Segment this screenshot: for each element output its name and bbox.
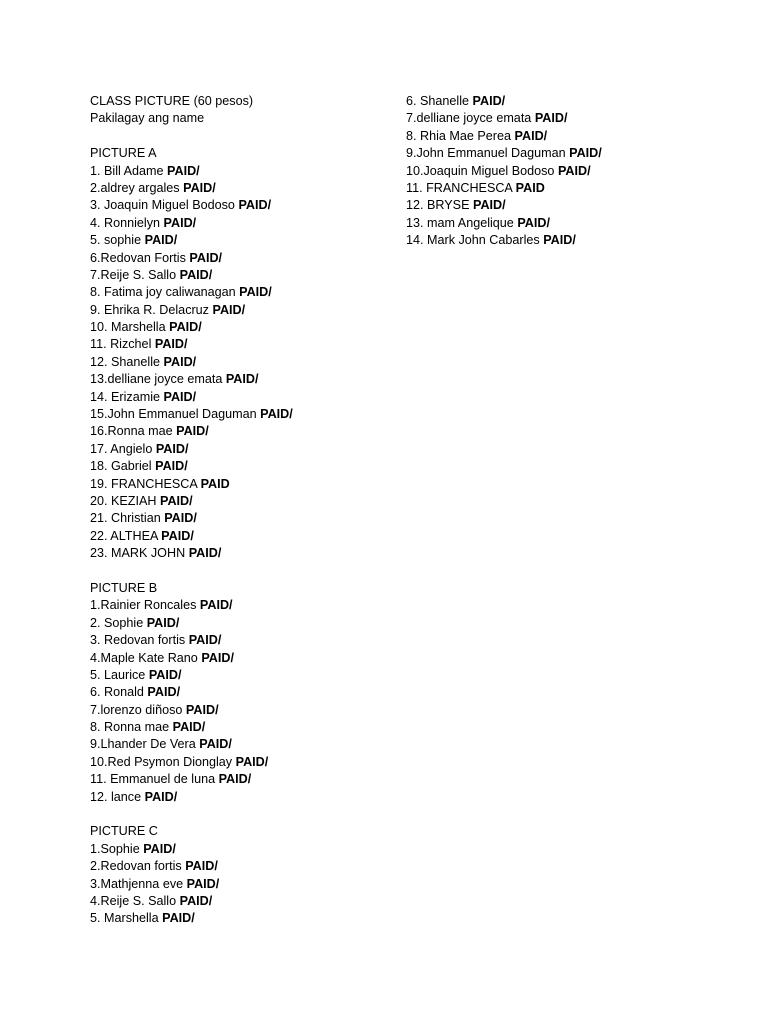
payment-status: PAID/	[199, 598, 233, 613]
payment-status: PAID/	[144, 789, 178, 804]
list-item	[90, 771, 390, 788]
entry-name: 11. Emmanuel de luna	[90, 772, 216, 787]
spacer	[90, 563, 390, 580]
document-title: CLASS PICTURE (60 pesos)	[90, 94, 254, 108]
list-item	[90, 893, 390, 910]
payment-status: PAID/	[167, 163, 200, 178]
payment-status: PAID/	[472, 94, 506, 108]
list-item	[90, 197, 390, 214]
spacer	[90, 128, 390, 145]
entry-name: 13. mam Angelique	[406, 215, 514, 230]
list-item	[90, 232, 390, 249]
list-item	[406, 128, 726, 145]
list-item	[90, 597, 390, 614]
payment-status: PAID/	[517, 215, 550, 230]
entry-name: 18. Gabriel	[90, 459, 152, 474]
list-item	[90, 876, 390, 893]
payment-status: PAID/	[163, 354, 197, 369]
entry-name: 12. Shanelle	[90, 354, 161, 369]
payment-status: PAID/	[186, 876, 220, 891]
list-item	[90, 510, 390, 527]
list-item	[90, 736, 390, 753]
entry-name: 5. Laurice	[90, 667, 146, 682]
entry-name: 3. Joaquin Miguel Bodoso	[90, 198, 235, 213]
entry-name: 4.Maple Kate Rano	[90, 650, 198, 665]
entry-name: 1.Sophie	[90, 841, 140, 856]
list-item	[90, 684, 390, 701]
entry-name: 4. Ronnielyn	[90, 215, 161, 230]
entry-name: 12. lance	[90, 789, 142, 804]
list-item	[90, 476, 390, 493]
list-item	[90, 406, 390, 423]
list-item	[90, 493, 390, 510]
list-item	[406, 197, 726, 214]
payment-status: PAID/	[160, 493, 193, 508]
entry-name: 8. Ronna mae	[90, 720, 170, 735]
entry-name: 17. Angielo	[90, 441, 153, 456]
list-item	[90, 702, 390, 719]
payment-status: PAID/	[148, 667, 182, 682]
list-item	[406, 110, 726, 127]
list-item	[90, 632, 390, 649]
picture-b-list	[90, 597, 390, 806]
entry-name: 10.Joaquin Miguel Bodoso	[406, 163, 555, 178]
payment-status: PAID/	[185, 702, 219, 717]
payment-status: PAID/	[543, 233, 576, 248]
payment-status: PAID/	[163, 389, 197, 404]
payment-status: PAID/	[238, 198, 272, 213]
entry-name: 16.Ronna mae	[90, 424, 173, 439]
list-item	[90, 423, 390, 440]
payment-status: PAID	[200, 476, 230, 491]
list-item	[406, 215, 726, 232]
entry-name: 11. Rizchel	[90, 337, 152, 352]
payment-status: PAID/	[188, 633, 222, 648]
list-item	[90, 371, 390, 388]
picture-c-continued-list	[406, 93, 726, 250]
list-item	[406, 180, 726, 197]
list-item	[406, 232, 726, 249]
list-item	[90, 250, 390, 267]
entry-name: 10. Marshella	[90, 320, 166, 335]
entry-name: 11. FRANCHESCA	[406, 180, 513, 195]
payment-status: PAID/	[143, 841, 176, 856]
list-item	[90, 180, 390, 197]
payment-status: PAID/	[162, 911, 195, 926]
section-heading-picture-c: PICTURE C	[90, 824, 158, 839]
list-item	[90, 528, 390, 545]
entry-name: 8. Rhia Mae Perea	[406, 128, 512, 143]
spacer	[90, 806, 390, 823]
entry-name: 22. ALTHEA	[90, 528, 158, 543]
payment-status: PAID/	[146, 615, 180, 630]
payment-status: PAID/	[185, 859, 218, 874]
payment-status: PAID/	[179, 267, 213, 282]
right-column	[406, 93, 726, 250]
list-item	[406, 93, 726, 110]
payment-status: PAID/	[472, 198, 506, 213]
payment-status: PAID/	[176, 424, 209, 439]
payment-status: PAID/	[155, 459, 188, 474]
entry-name: 4.Reije S. Sallo	[90, 893, 177, 908]
list-item	[90, 858, 390, 875]
list-item	[90, 545, 390, 562]
list-item	[90, 389, 390, 406]
list-item	[90, 719, 390, 736]
entry-name: 21. Christian	[90, 511, 161, 526]
entry-name: 5. sophie	[90, 233, 142, 248]
payment-status: PAID/	[179, 893, 213, 908]
list-item	[90, 841, 390, 858]
entry-name: 6.Redovan Fortis	[90, 250, 186, 265]
entry-name: 1. Bill Adame	[90, 163, 164, 178]
list-item	[90, 441, 390, 458]
list-item	[90, 754, 390, 771]
payment-status: PAID/	[201, 650, 234, 665]
list-item	[90, 319, 390, 336]
entry-name: 15.John Emmanuel Daguman	[90, 407, 257, 422]
left-column	[90, 93, 390, 928]
list-item	[90, 667, 390, 684]
entry-name: 7.lorenzo diñoso	[90, 702, 183, 717]
list-item	[90, 163, 390, 180]
entry-name: 7.Reije S. Sallo	[90, 267, 177, 282]
payment-status: PAID/	[557, 163, 591, 178]
payment-status: PAID/	[225, 372, 259, 387]
section-heading-picture-a: PICTURE A	[90, 146, 157, 161]
entry-name: 19. FRANCHESCA	[90, 476, 198, 491]
list-item	[406, 163, 726, 180]
payment-status: PAID/	[212, 302, 246, 317]
document-subtitle: Pakilagay ang name	[90, 111, 205, 126]
payment-status: PAID/	[144, 233, 178, 248]
payment-status: PAID/	[260, 407, 293, 422]
list-item	[90, 215, 390, 232]
entry-name: 23. MARK JOHN	[90, 546, 186, 561]
entry-name: 6. Shanelle	[406, 94, 470, 108]
list-item	[90, 284, 390, 301]
entry-name: 1.Rainier Roncales	[90, 598, 197, 613]
payment-status: PAID/	[147, 685, 181, 700]
payment-status: PAID/	[239, 285, 272, 300]
entry-name: 20. KEZIAH	[90, 493, 157, 508]
entry-name: 9.Lhander De Vera	[90, 737, 196, 752]
list-item	[90, 615, 390, 632]
entry-name: 13.delliane joyce emata	[90, 372, 223, 387]
entry-name: 2. Sophie	[90, 615, 144, 630]
entry-name: 6. Ronald	[90, 685, 144, 700]
payment-status: PAID/	[172, 720, 206, 735]
list-item	[90, 650, 390, 667]
list-item	[90, 354, 390, 371]
payment-status: PAID/	[161, 528, 194, 543]
payment-status: PAID/	[169, 320, 202, 335]
payment-status: PAID/	[154, 337, 188, 352]
entry-name: 2.aldrey argales	[90, 180, 180, 195]
entry-name: 14. Erizamie	[90, 389, 160, 404]
list-item	[90, 302, 390, 319]
payment-status: PAID/	[199, 737, 232, 752]
entry-name: 10.Red Psymon Dionglay	[90, 754, 233, 769]
entry-name: 12. BRYSE	[406, 198, 470, 213]
payment-status: PAID	[515, 180, 545, 195]
entry-name: 3. Redovan fortis	[90, 633, 186, 648]
payment-status: PAID/	[218, 772, 252, 787]
picture-c-list	[90, 841, 390, 928]
entry-name: 7.delliane joyce emata	[406, 111, 532, 126]
payment-status: PAID/	[569, 146, 602, 161]
entry-name: 14. Mark John Cabarles	[406, 233, 540, 248]
list-item	[90, 910, 390, 927]
list-item	[90, 458, 390, 475]
payment-status: PAID/	[534, 111, 568, 126]
entry-name: 9.John Emmanuel Daguman	[406, 146, 566, 161]
entry-name: 8. Fatima joy caliwanagan	[90, 285, 236, 300]
entry-name: 2.Redovan fortis	[90, 859, 182, 874]
entry-name: 5. Marshella	[90, 911, 159, 926]
section-heading-picture-b: PICTURE B	[90, 580, 158, 595]
payment-status: PAID/	[183, 180, 216, 195]
picture-a-list	[90, 163, 390, 563]
payment-status: PAID/	[164, 511, 197, 526]
payment-status: PAID/	[155, 441, 189, 456]
entry-name: 9. Ehrika R. Delacruz	[90, 302, 209, 317]
list-item	[90, 789, 390, 806]
payment-status: PAID/	[189, 250, 223, 265]
payment-status: PAID/	[188, 546, 222, 561]
list-item	[90, 267, 390, 284]
entry-name: 3.Mathjenna eve	[90, 876, 184, 891]
payment-status: PAID/	[514, 128, 548, 143]
list-item	[406, 145, 726, 162]
payment-status: PAID/	[163, 215, 197, 230]
list-item	[90, 336, 390, 353]
payment-status: PAID/	[235, 754, 269, 769]
